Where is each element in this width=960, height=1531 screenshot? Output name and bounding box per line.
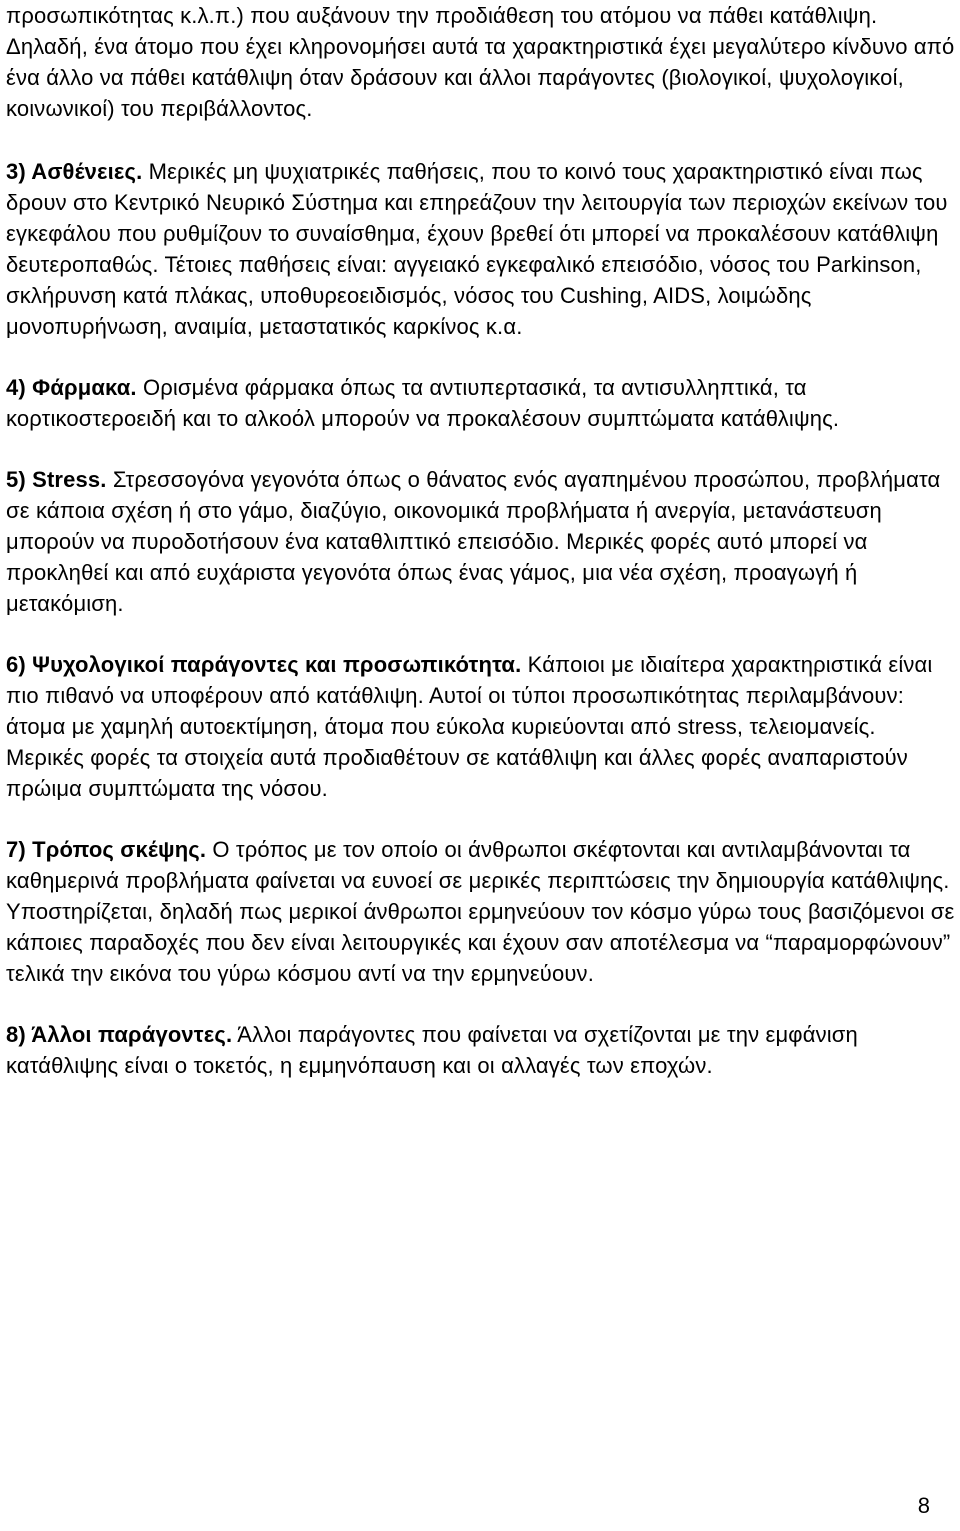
section-text: Ο τρόπος με τον οποίο οι άνθρωποι σκέφτονται και αντιλαμβάνονται τα καθημερινά προβλήματα φαίνεται να ευνοεί σε μερικές περιπτώσεις την δημιουργία κατάθλιψης. Υποστηρίζεται, δηλαδή πως μερικοί άνθρωποι ερμηνεύουν τον κόσμο γύρω τους βασιζόμενοι σε κάποιες παραδοχές που δεν είναι λειτουργικές και έχουν σαν αποτέλεσμα να “παραμορφώνουν” τελικά την εικόνα του γύρω κόσμου αντί να την ερμηνεύουν. xyxy=(6,837,955,986)
section-stress xyxy=(6,464,958,619)
section-heading: 4) Φάρμακα. xyxy=(6,375,137,400)
section-heading: 7) Τρόπος σκέψης. xyxy=(6,837,207,862)
section-other-factors xyxy=(6,1019,958,1081)
section-text: Στρεσσογόνα γεγονότα όπως ο θάνατος ενός αγαπημένου προσώπου, προβλήματα σε κάποια σχέση ή στο γάμο, διαζύγιο, οικονομικά προβλήματα ή ανεργία, μετανάστευση μπορούν να πυροδοτήσουν ένα καταθλιπτικό επεισόδιο. Μερικές φορές αυτό μπορεί να προκληθεί και από ευχάριστα γεγονότα όπως ένας γάμος, μια νέα σχέση, προαγωγή ή μετακόμιση. xyxy=(6,467,941,616)
section-text: Άλλοι παράγοντες που φαίνεται να σχετίζονται με την εμφάνιση κατάθλιψης είναι ο τοκετός, η εμμηνόπαυση και οι αλλαγές των εποχών. xyxy=(6,1022,858,1078)
section-diseases xyxy=(6,156,958,342)
page-number: 8 xyxy=(917,1493,930,1518)
section-heading: 3) Ασθένειες. xyxy=(6,159,143,184)
section-text: Μερικές μη ψυχιατρικές παθήσεις, που το κοινό τους χαρακτηριστικό είναι πως δρουν στο Κεντρικό Νευρικό Σύστημα και επηρεάζουν την λειτουργία των περιοχών εκείνων του εγκεφάλου που ρυθμίζουν το συναίσθημα, έχουν βρεθεί ότι μπορεί να προκαλέσουν κατάθλιψη δευτεροπαθώς. Τέτοιες παθήσεις είναι: αγγειακό εγκεφαλικό επεισόδιο, νόσος του Parkinson, σκλήρυνση κατά πλάκας, υποθυρεοειδισμός, νόσος του Cushing, AIDS, λοιμώδης μονοπυρήνωση, αναιμία, μεταστατικός καρκίνος κ.α. xyxy=(6,159,948,339)
section-psychological-factors xyxy=(6,649,958,804)
section-heading: 5) Stress. xyxy=(6,467,107,492)
section-text: Κάποιοι με ιδιαίτερα χαρακτηριστικά είναι πιο πιθανό να υποφέρουν από κατάθλιψη. Αυτοί οι τύποι προσωπικότητας περιλαμβάνουν: άτομα με χαμηλή αυτοεκτίμηση, άτομα που εύκολα κυριεύονται από stress, τελειομανείς. Μερικές φορές τα στοιχεία αυτά προδιαθέτουν σε κατάθλιψη και άλλες φορές αναπαριστούν πρώιμα συμπτώματα της νόσου. xyxy=(6,652,933,801)
document-page xyxy=(6,0,958,1081)
section-heading: 8) Άλλοι παράγοντες. xyxy=(6,1022,233,1047)
section-text: Ορισμένα φάρμακα όπως τα αντιυπερτασικά, τα αντισυλληπτικά, τα κορτικοστεροειδή και το αλκοόλ μπορούν να προκαλέσουν συμπτώματα κατάθλιψης. xyxy=(6,375,840,431)
section-way-of-thinking xyxy=(6,834,958,989)
section-medications xyxy=(6,372,958,434)
intro-paragraph: προσωπικότητας κ.λ.π.) που αυξάνουν την προδιάθεση του ατόμου να πάθει κατάθλιψη. Δηλαδή, ένα άτομο που έχει κληρονομήσει αυτά τα χαρακτηριστικά έχει μεγαλύτερο κίνδυνο από ένα άλλο να πάθει κατάθλιψη όταν δράσουν και άλλοι παράγοντες (βιολογικοί, ψυχολογικοί, κοινωνικοί) του περιβάλλοντος. xyxy=(6,3,955,121)
section-heading: 6) Ψυχολογικοί παράγοντες και προσωπικότητα. xyxy=(6,652,522,677)
